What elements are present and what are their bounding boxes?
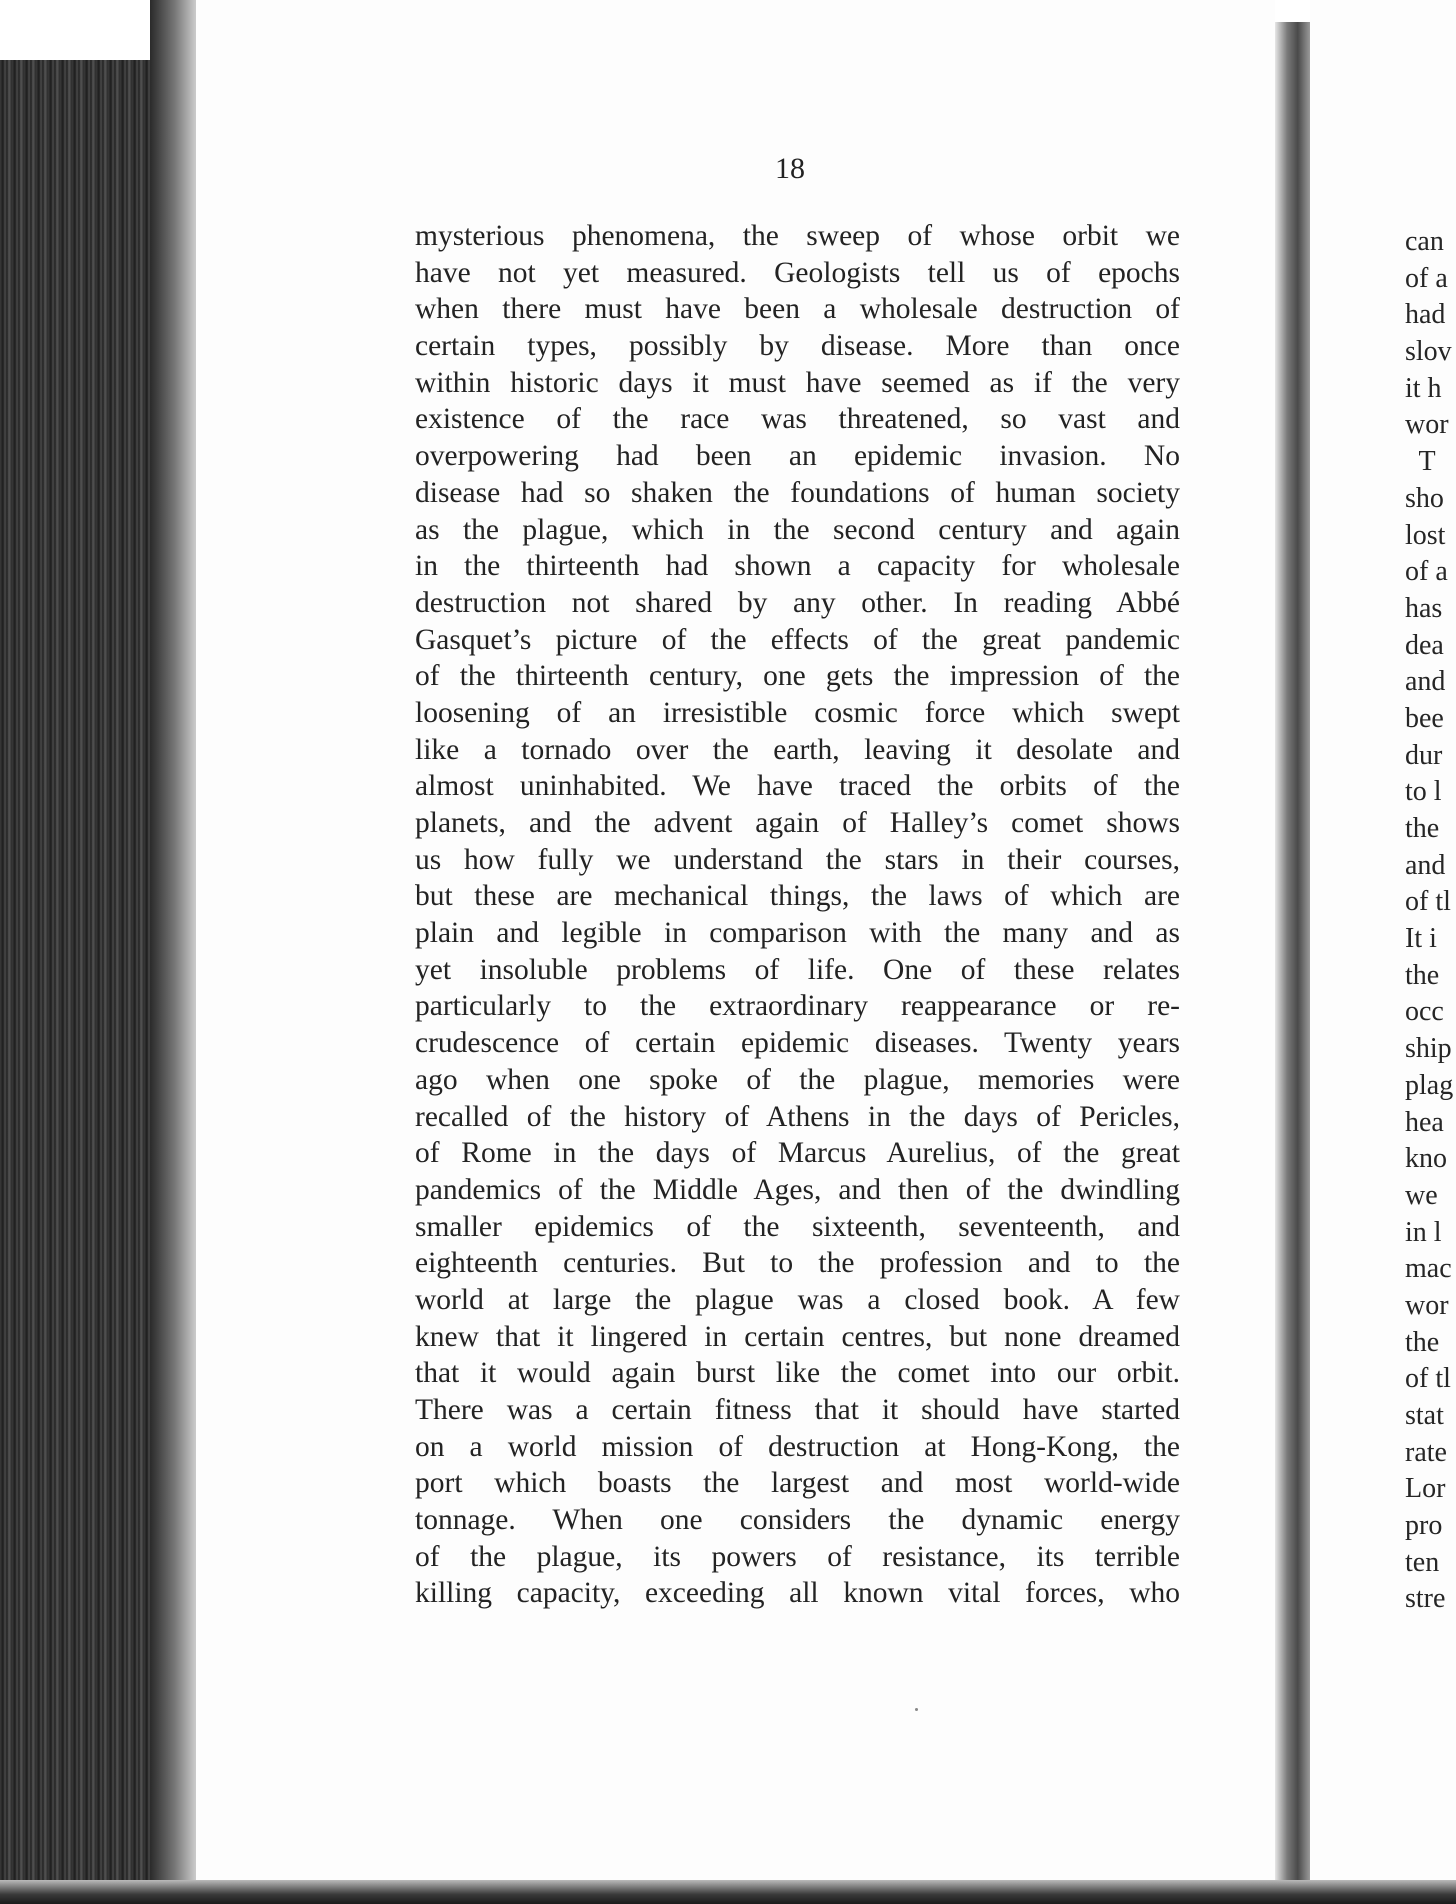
text-line: ago when one spoke of the plague, memories were <box>415 1063 1180 1096</box>
right-page-line-fragment: the <box>1405 959 1440 991</box>
right-page-line-fragment: it h <box>1405 372 1442 404</box>
right-page-line-fragment: T <box>1405 446 1436 478</box>
text-line: certain types, possibly by disease. More than once <box>415 330 1180 363</box>
text-line: when there must have been a wholesale destruction of <box>415 293 1180 326</box>
text-line: destruction not shared by any other. In reading Abbé <box>415 586 1180 619</box>
right-page-line-fragment: of a <box>1405 556 1448 588</box>
text-line: plain and legible in comparison with the many and as <box>415 917 1180 950</box>
text-line: almost uninhabited. We have traced the orbits of the <box>415 770 1180 803</box>
right-page-line-fragment: the <box>1405 1326 1440 1358</box>
right-page-line-fragment: stat <box>1405 1400 1444 1431</box>
right-page-line-fragment: hea <box>1405 1106 1444 1138</box>
right-page-line-fragment: lost <box>1405 519 1446 551</box>
text-line: of the thirteenth century, one gets the impression of the <box>415 660 1180 693</box>
text-line: have not yet measured. Geologists tell us of epochs <box>415 256 1180 289</box>
page-body-text <box>415 218 1180 1612</box>
text-line: like a tornado over the earth, leaving it desolate and <box>415 733 1180 766</box>
page-number: 18 <box>775 152 805 185</box>
text-line: loosening of an irresistible cosmic force which swept <box>415 696 1180 729</box>
text-line: existence of the race was threatened, so vast and <box>415 403 1180 436</box>
text-line: eighteenth centuries. But to the profession and to the <box>415 1247 1180 1280</box>
text-line: pandemics of the Middle Ages, and then of the dwindling <box>415 1173 1180 1206</box>
text-line: within historic days it must have seemed as if the very <box>415 366 1180 399</box>
text-line: on a world mission of destruction at Hong-Kong, the <box>415 1430 1180 1463</box>
text-line: in the thirteenth had shown a capacity for wholesale <box>415 550 1180 583</box>
right-page-line-fragment: plag <box>1405 1069 1454 1101</box>
right-page-line-fragment: the <box>1405 813 1440 844</box>
right-page-line-fragment: had <box>1405 299 1446 331</box>
right-page-line-fragment: has <box>1405 592 1443 624</box>
right-page-line-fragment: occ <box>1405 996 1444 1028</box>
text-line: of the plague, its powers of resistance, its terrible <box>415 1540 1180 1573</box>
right-page-line-fragment: bee <box>1405 702 1444 734</box>
text-line: particularly to the extraordinary reappearance or re- <box>415 990 1180 1023</box>
text-line: There was a certain fitness that it should have started <box>415 1394 1180 1426</box>
page-gutter <box>1275 0 1310 1880</box>
text-line: overpowering had been an epidemic invasion. No <box>415 440 1180 473</box>
right-page-line-fragment: we <box>1405 1179 1438 1211</box>
text-line: smaller epidemics of the sixteenth, seventeenth, and <box>415 1210 1180 1243</box>
text-line: as the plague, which in the second century and again <box>415 513 1180 546</box>
text-line: but these are mechanical things, the laws of which are <box>415 880 1180 913</box>
bottom-edge <box>0 1880 1456 1904</box>
right-page-line-fragment: ship <box>1405 1033 1452 1065</box>
right-page <box>1310 0 1456 1880</box>
right-page-line-fragment: wor <box>1405 409 1449 441</box>
text-line: Gasquet’s picture of the effects of the great pandemic <box>415 623 1180 656</box>
text-line: that it would again burst like the comet into our orbit. <box>415 1357 1180 1390</box>
text-line: us how fully we understand the stars in their courses, <box>415 843 1180 876</box>
right-page-line-fragment: It i <box>1405 923 1437 955</box>
right-page-line-fragment: and <box>1405 666 1446 698</box>
text-line: port which boasts the largest and most world-wide <box>415 1467 1180 1500</box>
right-page-line-fragment: can <box>1405 226 1444 257</box>
right-page-line-fragment: of tl <box>1405 886 1451 918</box>
right-page-line-fragment: mac <box>1405 1253 1452 1285</box>
right-page-text <box>1405 224 1453 1618</box>
book-edge-shadow <box>150 0 195 1904</box>
text-line: recalled of the history of Athens in the days of Pericles, <box>415 1100 1180 1133</box>
right-page-line-fragment: dea <box>1405 629 1444 661</box>
right-page-line-fragment: kno <box>1405 1143 1447 1175</box>
right-page-line-fragment: sho <box>1405 482 1444 514</box>
right-page-line-fragment: rate <box>1405 1436 1447 1468</box>
text-line: of Rome in the days of Marcus Aurelius, of the great <box>415 1137 1180 1170</box>
text-line: tonnage. When one considers the dynamic energy <box>415 1504 1180 1537</box>
right-page-line-fragment: stre <box>1405 1583 1446 1615</box>
right-page-line-fragment: wor <box>1405 1289 1449 1321</box>
text-line: planets, and the advent again of Halley’s comet shows <box>415 807 1180 839</box>
right-page-line-fragment: of a <box>1405 262 1448 294</box>
text-line: world at large the plague was a closed book. A few <box>415 1283 1180 1316</box>
right-page-line-fragment: to l <box>1405 776 1442 808</box>
text-line: crudescence of certain epidemic diseases. Twenty years <box>415 1027 1180 1060</box>
text-line: killing capacity, exceeding all known vital forces, who <box>415 1577 1180 1610</box>
right-page-line-fragment: dur <box>1405 739 1443 771</box>
right-page-line-fragment: of tl <box>1405 1363 1451 1395</box>
right-page-line-fragment: slov <box>1405 336 1452 368</box>
right-page-line-fragment: Lor <box>1405 1473 1446 1505</box>
right-page-line-fragment: pro <box>1405 1510 1443 1542</box>
text-line: yet insoluble problems of life. One of these relates <box>415 953 1180 986</box>
text-line: disease had so shaken the foundations of human society <box>415 476 1180 509</box>
right-page-line-fragment: in l <box>1405 1216 1442 1248</box>
paper-speck <box>915 1708 918 1711</box>
text-line: mysterious phenomena, the sweep of whose orbit we <box>415 220 1180 252</box>
page-gutter-top <box>1275 0 1310 22</box>
right-page-line-fragment: ten <box>1405 1546 1440 1578</box>
text-line: knew that it lingered in certain centres, but none dreamed <box>415 1320 1180 1353</box>
right-page-line-fragment: and <box>1405 849 1446 881</box>
